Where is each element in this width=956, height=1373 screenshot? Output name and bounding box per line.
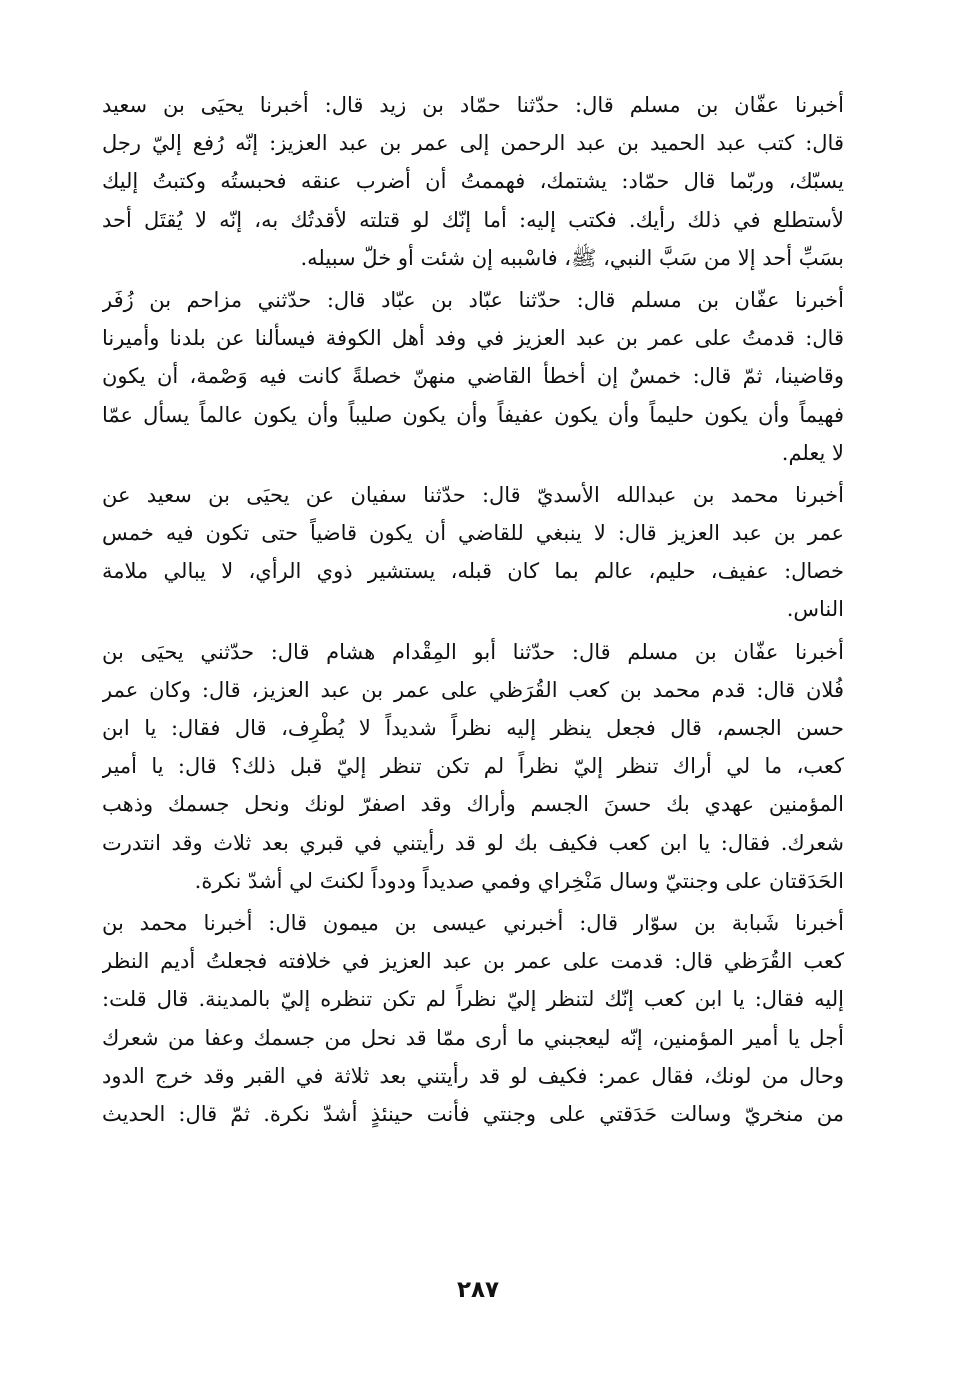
page-number: ٢٨٧ (456, 1277, 500, 1303)
text-line: لأستطلع في ذلك رأيك. فكتب إليه: أما إنّك لو قتلته لأقدتُك به، إنّه لا يُقتَل أحد (102, 207, 844, 232)
text-line: إليه فقال: يا ابن كعب إنّك لتنظر إليّ نظراً لم تكن تنظره إليّ بالمدينة. قال قلت: (102, 987, 844, 1012)
text-line: كعب القُرَظي قال: قدمت على عمر بن عبد العزيز في خلافته فجعلتُ أديم النظر (102, 949, 844, 974)
text-line: عمر بن عبد العزيز قال: لا ينبغي للقاضي أن يكون قاضياً حتى تكون فيه خمس (102, 521, 844, 546)
text-line: قال: قدمتُ على عمر بن عبد العزيز في وفد أهل الكوفة فيسألنا عن بلدنا وأميرنا (102, 326, 844, 351)
text-line: يسبّك، وربّما قال حمّاد: يشتمك، فهممتُ أن أضرب عنقه فحبستُه وكتبتُ إليك (102, 169, 844, 194)
text-line: شعرك. فقال: يا ابن كعب فكيف بك لو قد رأيتني في قبري بعد ثلاث وقد انتدرت (102, 830, 844, 855)
text-line: بسَبِّ أحد إلا من سَبَّ النبي، ﷺ، فاسْببه إن شئت أو خلّ سبيله. (300, 245, 844, 270)
text-line: قال: كتب عبد الحميد بن عبد الرحمن إلى عمر بن عبد العزيز: إنّه رُفع إليّ رجل (102, 131, 844, 156)
text-line: فُلان قال: قدم محمد بن كعب القُرَظي على عمر بن عبد العزيز، قال: وكان عمر (102, 677, 844, 702)
text-line: وحال من لونك، فقال عمر: فكيف لو قد رأيتني بعد ثلاثة في القبر وقد خرج الدود (102, 1063, 844, 1088)
text-line: أخبرنا محمد بن عبدالله الأسديّ قال: حدّثنا سفيان عن يحيَى بن سعيد عن (102, 482, 844, 507)
text-line: أخبرنا عفّان بن مسلم قال: حدّثنا عبّاد بن عبّاد قال: حدّثني مزاحم بن زُفَر (102, 287, 844, 312)
paragraph (102, 86, 844, 277)
text-line: أخبرنا عفّان بن مسلم قال: حدّثنا حمّاد بن زيد قال: أخبرنا يحيَى بن سعيد (102, 93, 844, 117)
text-line: الناس. (786, 597, 844, 622)
paragraph (102, 633, 844, 900)
text-line: حسن الجسم، قال فجعل ينظر إليه نظراً شديداً لا يُطْرِف، قال فقال: يا ابن (102, 716, 844, 740)
text-line: أجل يا أمير المؤمنين، إنّه ليعجبني ما أرى ممّا قد نحل من جسمك وعفا من شعرك (102, 1025, 844, 1050)
text-line: فهيماً وأن يكون حليماً وأن يكون عفيفاً وأن يكون صليباً وأن يكون عالماً يسأل عمّا (102, 402, 844, 427)
text-line: لا يعلم. (781, 440, 844, 465)
text-line: أخبرنا عفّان بن مسلم قال: حدّثنا أبو المِقْدام هشام قال: حدّثني يحيَى بن (102, 639, 844, 664)
paragraph (102, 904, 844, 1133)
paragraph (102, 281, 844, 472)
paragraph (102, 476, 844, 629)
text-line: وقاضينا، ثمّ قال: خمسٌ إن أخطأ القاضي منهنّ خصلةً كانت فيه وَصْمة، أن يكون (102, 364, 844, 389)
text-line: الحَدَقتان على وجنتيّ وسال مَنْخِراي وفمي صديداً ودوداً لكنتَ لي أشدّ نكرة. (194, 868, 844, 893)
text-line: المؤمنين عهدي بك حسنَ الجسم وأراك وقد اصفرّ لونك ونحل جسمك وذهب (102, 792, 844, 817)
text-line: كعب، ما لي أراك تنظر إليّ نظراً لم تكن تنظر إليّ قبل ذلك؟ قال: يا أمير (102, 754, 844, 779)
text-line: أخبرنا شَبابة بن سوّار قال: أخبرني عيسى بن ميمون قال: أخبرنا محمد بن (102, 910, 844, 935)
text-line: من منخريّ وسالت حَدَقتي على وجنتي فأنت حينئذٍ أشدّ نكرة. ثمّ قال: الحديث (102, 1101, 844, 1126)
text-line: خصال: عفيف، حليم، عالم بما كان قبله، يستشير ذوي الرأي، لا يبالي ملامة (102, 559, 844, 584)
body-text (102, 86, 844, 1133)
